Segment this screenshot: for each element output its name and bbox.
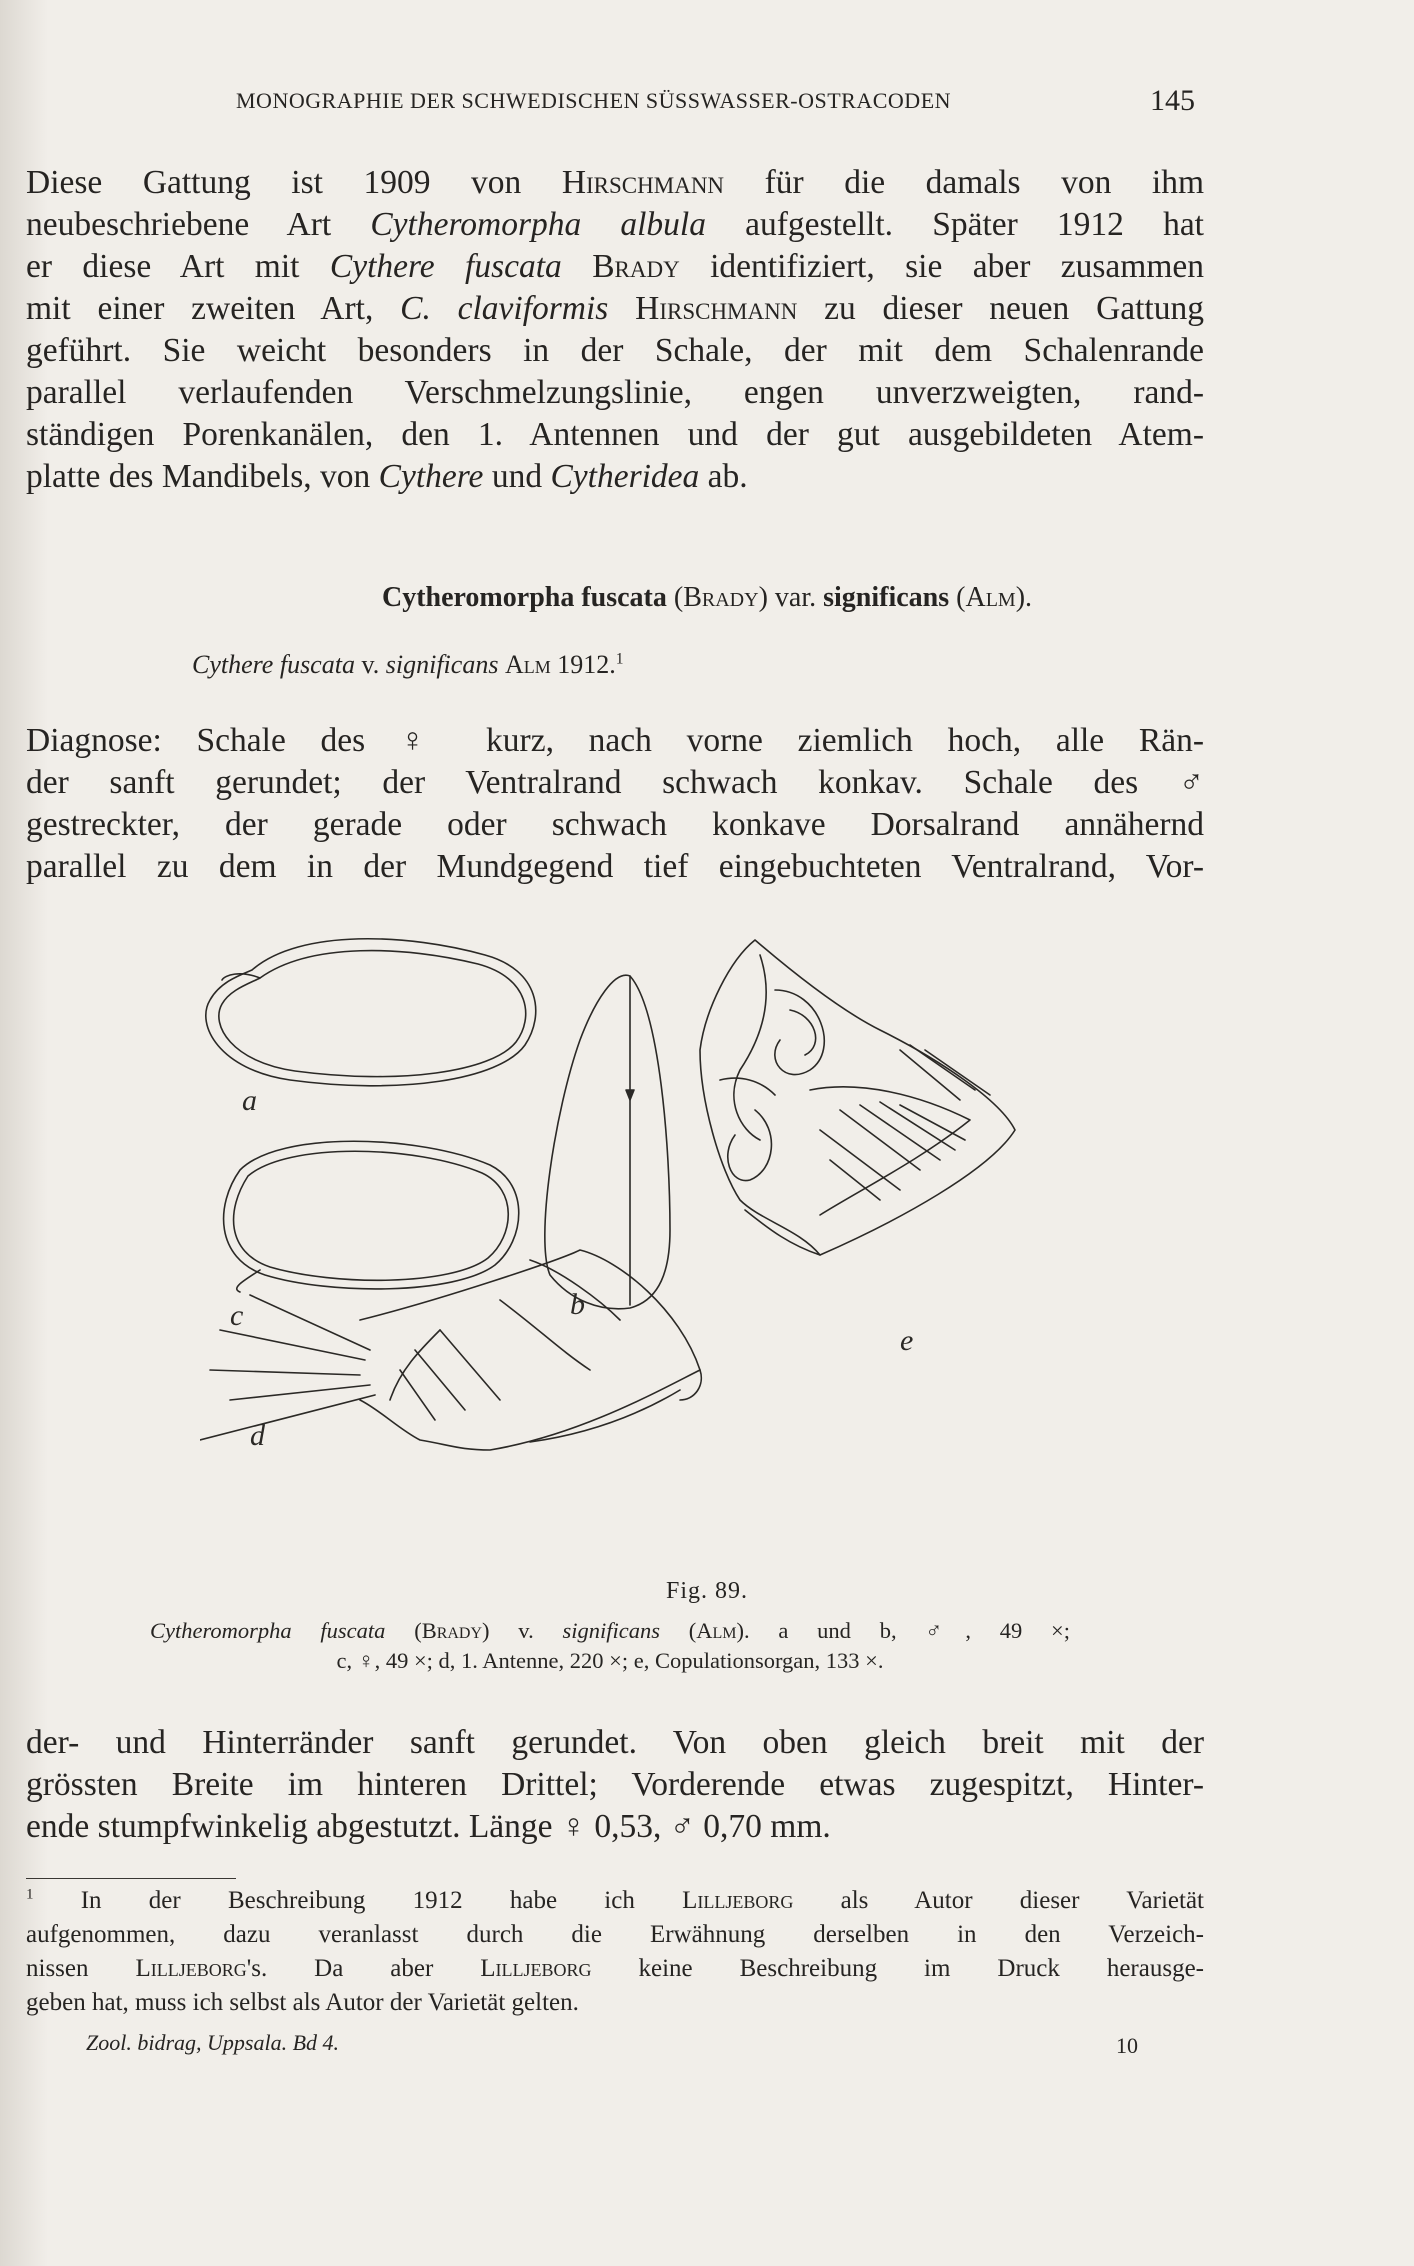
footnote-marker: 1	[26, 1886, 34, 1903]
footnote-line: nissen Lilljeborg's. Da aber Lilljeborg keine Beschreibung im Druck herausge-	[26, 1955, 1205, 1982]
diagnosis-paragraph-bottom	[26, 1722, 1204, 1848]
running-header	[0, 84, 1414, 118]
organ-e-outline	[700, 940, 1015, 1255]
text-line: gestreckter, der gerade oder schwach konkave Dorsalrand annähernd	[26, 806, 1204, 843]
text-line: platte des Mandibels, von Cythere und Cytheridea ab.	[26, 458, 748, 495]
footnote-line: aufgenommen, dazu veranlasst durch die Erwähnung derselben in den Verzeich-	[26, 1921, 1204, 1948]
figure-label-b: b	[570, 1288, 585, 1321]
figure-label-e: e	[900, 1324, 914, 1357]
shell-b-outline	[545, 975, 670, 1309]
figure-89-drawing	[200, 930, 1220, 1590]
figure-caption	[150, 1616, 1070, 1676]
intro-paragraph	[26, 162, 1204, 498]
text-line: parallel zu dem in der Mundgegend tief eingebuchteten Ventralrand, Vor-	[26, 848, 1204, 885]
text-line: der sanft gerundet; der Ventralrand schwach konkav. Schale des ♂	[26, 764, 1204, 801]
running-title: MONOGRAPHIE DER SCHWEDISCHEN SÜSSWASSER-OSTRACODEN	[236, 88, 952, 113]
text-line: neubeschriebene Art Cytheromorpha albula aufgestellt. Später 1912 hat	[26, 206, 1204, 243]
caption-line: c, ♀, 49 ×; d, 1. Antenne, 220 ×; e, Copulationsorgan, 133 ×.	[336, 1648, 884, 1673]
antenna-d	[360, 1250, 700, 1450]
author-name: Brady	[683, 582, 759, 613]
synonym-line: Cythere fuscata v. significans Alm 1912.$^1$	[192, 650, 624, 679]
text-line: ständigen Porenkanälen, den 1. Antennen und der gut ausgebildeten Atem-	[26, 416, 1204, 453]
author-name: Hirschmann	[635, 290, 798, 327]
figure-number: Fig. 89.	[665, 1578, 748, 1604]
page-number: 145	[1150, 84, 1195, 117]
shell-a-inner	[219, 951, 526, 1077]
taxon-name: Cythere fuscata	[329, 248, 562, 285]
footnote	[26, 1884, 1204, 2020]
author-name: Alm	[965, 582, 1016, 613]
author-name: Hirschmann	[561, 164, 725, 201]
caption-line: Cytheromorpha fuscata (Brady) v. significans (Alm). a und b, ♂, 49 ×;	[150, 1618, 1070, 1643]
footnote-divider	[26, 1878, 236, 1879]
text-line: mit einer zweiten Art, C. claviformis Hirschmann zu dieser neuen Gattung	[26, 290, 1204, 327]
text-line: Diagnose: Schale des ♀ kurz, nach vorne ziemlich hoch, alle Rän-	[26, 722, 1204, 759]
taxon-name: Cythere	[378, 458, 484, 495]
author-name: Brady	[592, 248, 680, 285]
footnote-line: geben hat, muss ich selbst als Autor der Varietät gelten.	[26, 1989, 579, 2016]
shell-a-outline	[206, 939, 536, 1086]
figure-label-a: a	[242, 1084, 257, 1117]
text-line: er diese Art mit Cythere fuscata Brady identifiziert, sie aber zusammen	[26, 248, 1204, 285]
taxon-name: C. claviformis	[400, 290, 609, 327]
footnote-marker: 1	[615, 650, 624, 668]
text-line: der- und Hinterränder sanft gerundet. Von oben gleich breit mit der	[26, 1724, 1204, 1761]
taxon-name: Cytheromorpha albula	[370, 206, 706, 243]
diagnosis-paragraph-top	[26, 720, 1204, 888]
text-line: Diese Gattung ist 1909 von Hirschmann für die damals von ihm	[26, 164, 1204, 201]
journal-reference: Zool. bidrag, Uppsala. Bd 4.	[86, 2030, 340, 2055]
taxon-name: Cytheridea	[550, 458, 700, 495]
text-line: parallel verlaufenden Verschmelzungslinie, engen unverzweigten, rand-	[26, 374, 1204, 411]
text-line: grössten Breite im hinteren Drittel; Vorderende etwas zugespitzt, Hinter-	[26, 1766, 1204, 1803]
sheet-signature: 10	[1116, 2033, 1138, 2058]
figure-label-c: c	[230, 1299, 244, 1332]
footnote-line: $^1$ In der Beschreibung 1912 habe ich Lilljeborg als Autor dieser Varietät	[26, 1886, 1204, 1914]
text-line: geführt. Sie weicht besonders in der Schale, der mit dem Schalenrande	[26, 332, 1204, 369]
species-heading: Cytheromorpha fuscata (Brady) var. significans (Alm).	[381, 582, 1033, 613]
figure-label-d: d	[250, 1419, 265, 1452]
text-line: ende stumpfwinkelig abgestutzt. Länge ♀ 0,53, ♂ 0,70 mm.	[26, 1808, 831, 1845]
shell-c-inner	[234, 1151, 509, 1280]
